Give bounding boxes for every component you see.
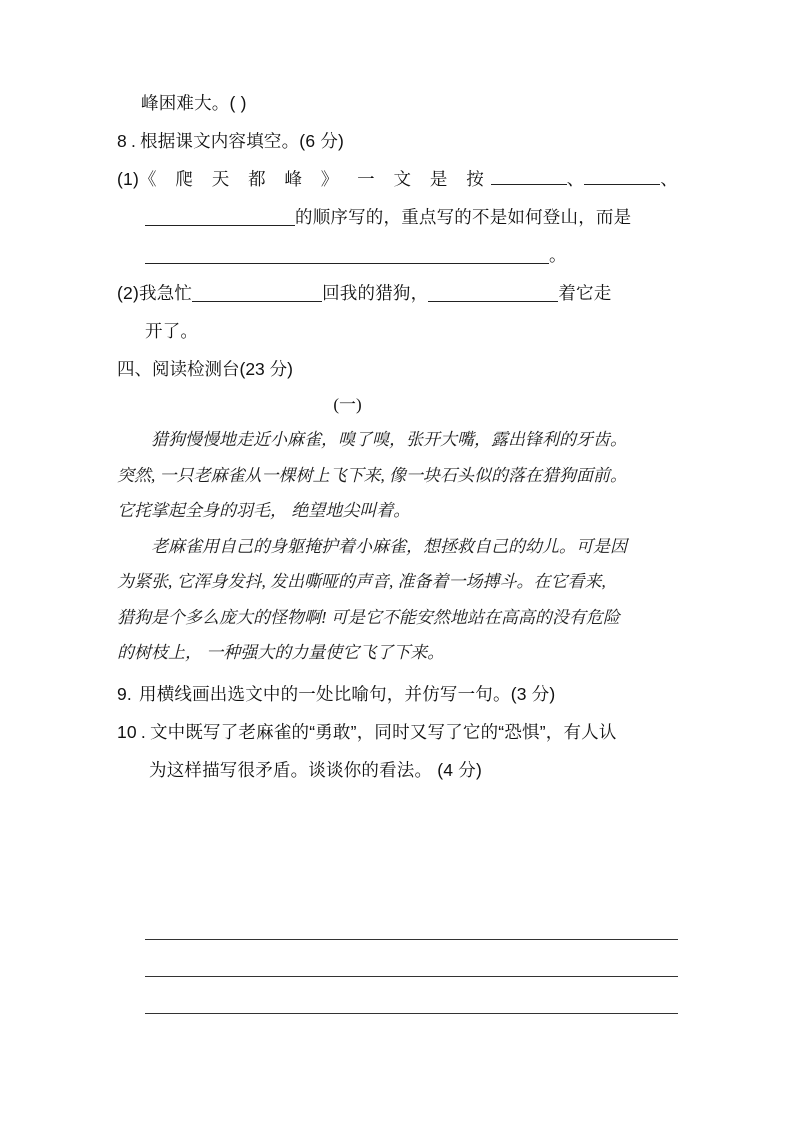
question-9 xyxy=(117,675,678,713)
passage-p2-line-1 xyxy=(117,529,678,565)
passage-text: 猎狗慢慢地走近小麻雀，嗅了嗅，张开大嘴，露出锋利的牙齿。 xyxy=(151,430,627,449)
blank-8-1-a[interactable] xyxy=(491,167,567,185)
passage-p2-line-4 xyxy=(117,635,678,671)
answer-rule-3[interactable] xyxy=(145,977,678,1014)
question-10-text-line-2: 为这样描写很矛盾。谈谈你的看法。 (4 分) xyxy=(149,759,483,780)
item-1-separator-1: 、 xyxy=(566,169,585,189)
question-10-number: 10 xyxy=(117,721,137,742)
item-2-text-b: 回我的猎狗， xyxy=(322,283,429,303)
question-8-item-2-line-1 xyxy=(117,274,678,312)
worksheet-content xyxy=(117,84,678,789)
question-8-separator: . xyxy=(130,131,136,151)
question-8-title: 根据课文内容填空。(6 分) xyxy=(140,131,345,151)
passage-number-text: (一) xyxy=(333,395,362,414)
item-1-label: (1) xyxy=(117,169,139,189)
blank-8-2-a[interactable] xyxy=(192,284,322,302)
carryover-text: 峰困难大。( ) xyxy=(141,93,247,113)
section-4-heading xyxy=(117,350,678,388)
reading-passage xyxy=(117,422,678,671)
question-9-text: 用横线画出选文中的一处比喻句，并仿写一句。(3 分) xyxy=(139,683,556,704)
answer-rule-1[interactable] xyxy=(145,903,678,940)
question-8-item-1-line-2 xyxy=(117,198,678,236)
question-8-heading xyxy=(117,122,678,160)
question-8-item-1-line-1 xyxy=(117,160,678,198)
question-10-line-1 xyxy=(117,713,678,751)
item-1-text-b: 的顺序写的，重点写的不是如何登山，而是 xyxy=(295,207,632,227)
passage-text: 突然, 一只老麻雀从一棵树上飞下来, 像一块石头似的落在猎狗面前。 xyxy=(117,465,627,485)
blank-8-2-b[interactable] xyxy=(428,284,558,302)
passage-p1-line-1 xyxy=(117,422,678,458)
blank-8-1-b[interactable] xyxy=(584,167,660,185)
question-10-text-line-1: 文中既写了老麻雀的“勇敢”，同时又写了它的“恐惧”，有人认 xyxy=(149,721,617,742)
passage-text: 的树枝上， 一种强大的力量使它飞了下来。 xyxy=(117,643,445,662)
item-2-text-c: 着它走 xyxy=(558,283,612,303)
item-2-text-a: 我急忙 xyxy=(139,283,193,303)
passage-p1-line-3 xyxy=(117,493,678,529)
passage-p2-line-2 xyxy=(117,564,678,600)
answer-rule-2[interactable] xyxy=(145,940,678,977)
question-8-item-2-line-2 xyxy=(117,312,678,350)
item-2-text-d: 开了。 xyxy=(145,321,199,341)
question-9-number: 9. xyxy=(117,683,132,704)
section-4-title: 四、阅读检测台(23 分) xyxy=(117,359,293,379)
question-8-item-1-line-3 xyxy=(117,236,678,274)
question-10-line-2 xyxy=(117,751,678,789)
passage-number xyxy=(117,388,678,422)
blank-8-1-d[interactable] xyxy=(145,246,549,264)
item-2-label: (2) xyxy=(117,283,139,303)
item-1-text-a: 《 爬 天 都 峰 》 一 文 是 按 xyxy=(139,169,491,189)
item-1-separator-2: 、 xyxy=(660,169,678,189)
carryover-line xyxy=(117,84,678,122)
passage-text: 猎狗是个多么庞大的怪物啊! 可是它不能安然地站在高高的没有危险 xyxy=(117,607,620,627)
answer-area xyxy=(145,903,678,1014)
question-8-number: 8 xyxy=(117,131,127,151)
passage-text: 为紧张, 它浑身发抖, 发出嘶哑的声音, 准备着一场搏斗。在它看来, xyxy=(117,572,606,591)
question-10-separator: . xyxy=(140,721,146,742)
passage-p2-line-3 xyxy=(117,600,678,636)
passage-text: 它挓挲起全身的羽毛， 绝望地尖叫着。 xyxy=(117,501,411,520)
item-1-text-end: 。 xyxy=(549,245,567,265)
passage-text: 老麻雀用自己的身躯掩护着小麻雀，想拯救自己的幼儿。可是因 xyxy=(151,536,627,556)
blank-8-1-c[interactable] xyxy=(145,208,295,226)
passage-p1-line-2 xyxy=(117,458,678,494)
